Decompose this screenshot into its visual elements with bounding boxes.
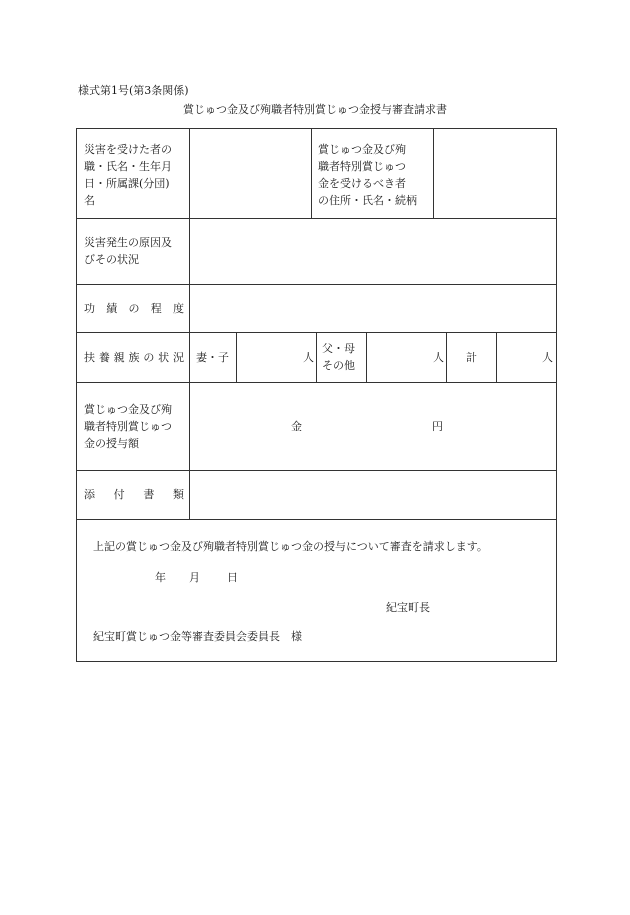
request-form-table — [76, 128, 557, 662]
recipient-label: 賞じゅつ金及び殉 職者特別賞じゅつ 金を受けるべき者 の住所・氏名・続柄 — [318, 143, 417, 207]
column-divider — [446, 332, 447, 382]
addressee: 紀宝町賞じゅつ金等審査委員会委員長 様 — [93, 630, 302, 643]
cause-label: 災害発生の原因及 びその状況 — [84, 236, 172, 266]
parents-unit: 人 — [433, 351, 444, 364]
merit-label: 功 績 の 程 度 — [84, 302, 184, 315]
cause-field[interactable] — [190, 219, 556, 284]
date-day: 日 — [227, 571, 238, 584]
request-statement: 上記の賞じゅつ金及び殉職者特別賞じゅつ金の授与について審査を請求します。 — [93, 540, 488, 553]
form-title: 賞じゅつ金及び殉職者特別賞じゅつ金授与審査請求書 — [183, 103, 447, 116]
victim-info-field[interactable] — [190, 129, 311, 218]
column-divider — [316, 332, 317, 382]
victim-label: 災害を受けた者の 職・氏名・生年月 日・所属課(分団) 名 — [84, 143, 172, 207]
attachments-label: 添 付 書 類 — [84, 488, 184, 501]
date-month: 月 — [189, 571, 200, 584]
total-label: 計 — [466, 351, 477, 364]
column-divider — [311, 129, 312, 218]
recipient-info-field[interactable] — [434, 129, 556, 218]
column-divider — [496, 332, 497, 382]
column-divider — [236, 332, 237, 382]
dependents-label: 扶 養 親 族 の 状 況 — [84, 351, 184, 364]
amount-label: 賞じゅつ金及び殉 職者特別賞じゅつ 金の授与額 — [84, 403, 172, 450]
applicant-name: 紀宝町長 — [386, 601, 430, 614]
amount-prefix: 金 — [291, 420, 302, 433]
column-divider — [366, 332, 367, 382]
spouse-child-unit: 人 — [303, 351, 314, 364]
amount-unit: 円 — [432, 420, 443, 433]
spouse-child-label: 妻・子 — [196, 351, 229, 364]
parents-label: 父・母 その他 — [322, 342, 355, 372]
merit-field[interactable] — [190, 285, 556, 332]
amount-field[interactable] — [190, 383, 556, 470]
date-year: 年 — [155, 571, 166, 584]
attachments-field[interactable] — [190, 471, 556, 519]
form-number: 様式第1号(第3条関係) — [78, 84, 189, 97]
total-unit: 人 — [542, 351, 553, 364]
row-divider — [77, 519, 556, 520]
